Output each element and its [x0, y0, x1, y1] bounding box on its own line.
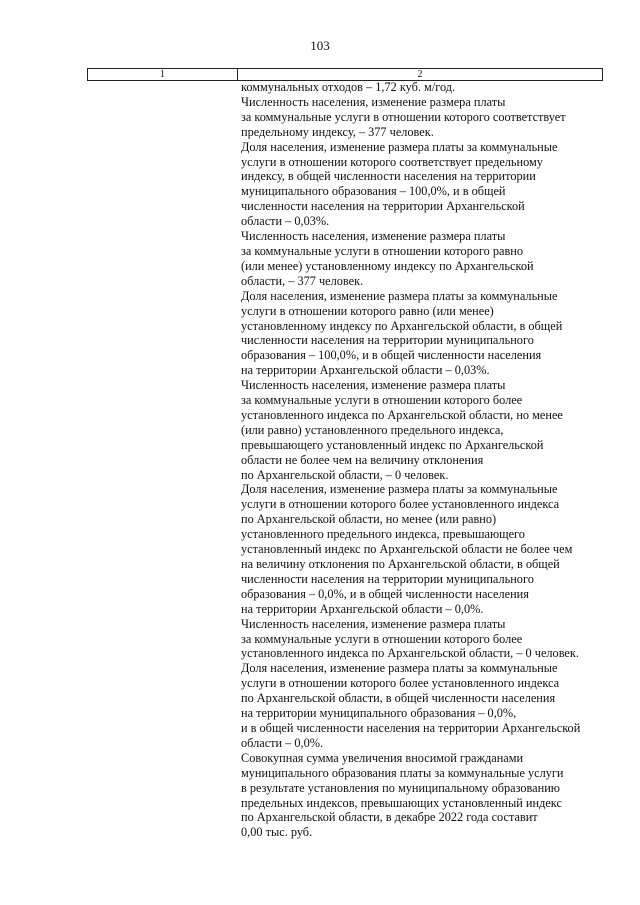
document-body [241, 80, 611, 840]
text-line: по Архангельской области, в декабре 2022 года составит [241, 810, 538, 825]
text-line: численности населения на территории муниципального [241, 571, 534, 586]
text-line: области не более чем на величину отклонения [241, 452, 484, 467]
text-line: численности населения на территории муниципального [241, 333, 534, 348]
text-line: услуги в отношении которого соответствует предельному [241, 154, 543, 169]
text-line: Численность населения, изменение размера платы [241, 94, 506, 109]
text-line: на территории Архангельской области – 0,03%. [241, 363, 490, 378]
text-line: за коммунальные услуги в отношении которого соответствует [241, 109, 566, 124]
text-line: услуги в отношении которого более установленного индекса [241, 497, 560, 512]
text-line: услуги в отношении которого более установленного индекса [241, 676, 560, 691]
text-line: Численность населения, изменение размера платы [241, 229, 506, 244]
text-line: образования – 0,0%, и в общей численности населения [241, 586, 529, 601]
text-line: области – 0,03%. [241, 214, 330, 229]
text-line: за коммунальные услуги в отношении которого равно [241, 243, 524, 258]
text-line: Совокупная сумма увеличения вносимой гражданами [241, 750, 524, 765]
text-line: и в общей численности населения на территории Архангельской [241, 720, 581, 735]
text-line: (или менее) установленному индексу по Архангельской [241, 258, 534, 273]
text-line: муниципального образования – 100,0%, и в общей [241, 184, 506, 199]
text-line: Доля населения, изменение размера платы за коммунальные [241, 482, 558, 497]
text-line: по Архангельской области, в общей численности населения [241, 691, 556, 706]
text-line: на территории Архангельской области – 0,0%. [241, 601, 484, 616]
text-line: установленного предельного индекса, превышающего [241, 527, 525, 542]
text-line: за коммунальные услуги в отношении которого более [241, 631, 523, 646]
text-line: индексу, в общей численности населения на территории [241, 169, 536, 184]
text-line: установленного индекса по Архангельской области, – 0 человек. [241, 646, 579, 661]
page-number: 103 [310, 38, 330, 53]
text-line: Доля населения, изменение размера платы за коммунальные [241, 288, 558, 303]
text-line: Численность населения, изменение размера платы [241, 616, 506, 631]
table-header-col-2: 2 [238, 69, 603, 81]
text-line: в результате установления по муниципальному образованию [241, 780, 560, 795]
text-line: на величину отклонения по Архангельской области, в общей [241, 557, 560, 571]
text-line: предельному индексу, – 377 человек. [241, 124, 434, 139]
text-line: коммунальных отходов – 1,72 куб. м/год. [241, 80, 456, 94]
text-line: установленный индекс по Архангельской области не более чем [241, 542, 573, 557]
text-line: Доля населения, изменение размера платы за коммунальные [241, 139, 558, 154]
text-line: (или равно) установленного предельного индекса, [241, 422, 504, 437]
text-line: муниципального образования платы за коммунальные услуги [241, 765, 564, 780]
text-line: предельных индексов, превышающих установленный индекс [241, 795, 562, 810]
text-line: превышающего установленный индекс по Архангельской [241, 437, 544, 452]
text-line: установленного индекса по Архангельской области, но менее [241, 407, 563, 422]
table-header-col-1: 1 [88, 69, 238, 81]
text-line: Численность населения, изменение размера платы [241, 378, 506, 393]
text-line: области – 0,0%. [241, 735, 324, 750]
text-line: за коммунальные услуги в отношении которого более [241, 393, 523, 408]
text-line: установленному индексу по Архангельской области, в общей [241, 318, 563, 333]
text-line: Доля населения, изменение размера платы за коммунальные [241, 661, 558, 676]
text-line: по Архангельской области, но менее (или равно) [241, 512, 497, 527]
text-line: по Архангельской области, – 0 человек. [241, 467, 449, 482]
text-line: области, – 377 человек. [241, 273, 364, 288]
text-line: на территории муниципального образования – 0,0%, [241, 706, 517, 721]
text-line: услуги в отношении которого равно (или менее) [241, 303, 494, 318]
text-line: численности населения на территории Архангельской [241, 199, 525, 214]
text-line: образования – 100,0%, и в общей численности населения [241, 348, 542, 363]
text-line: 0,00 тыс. руб. [241, 825, 313, 840]
